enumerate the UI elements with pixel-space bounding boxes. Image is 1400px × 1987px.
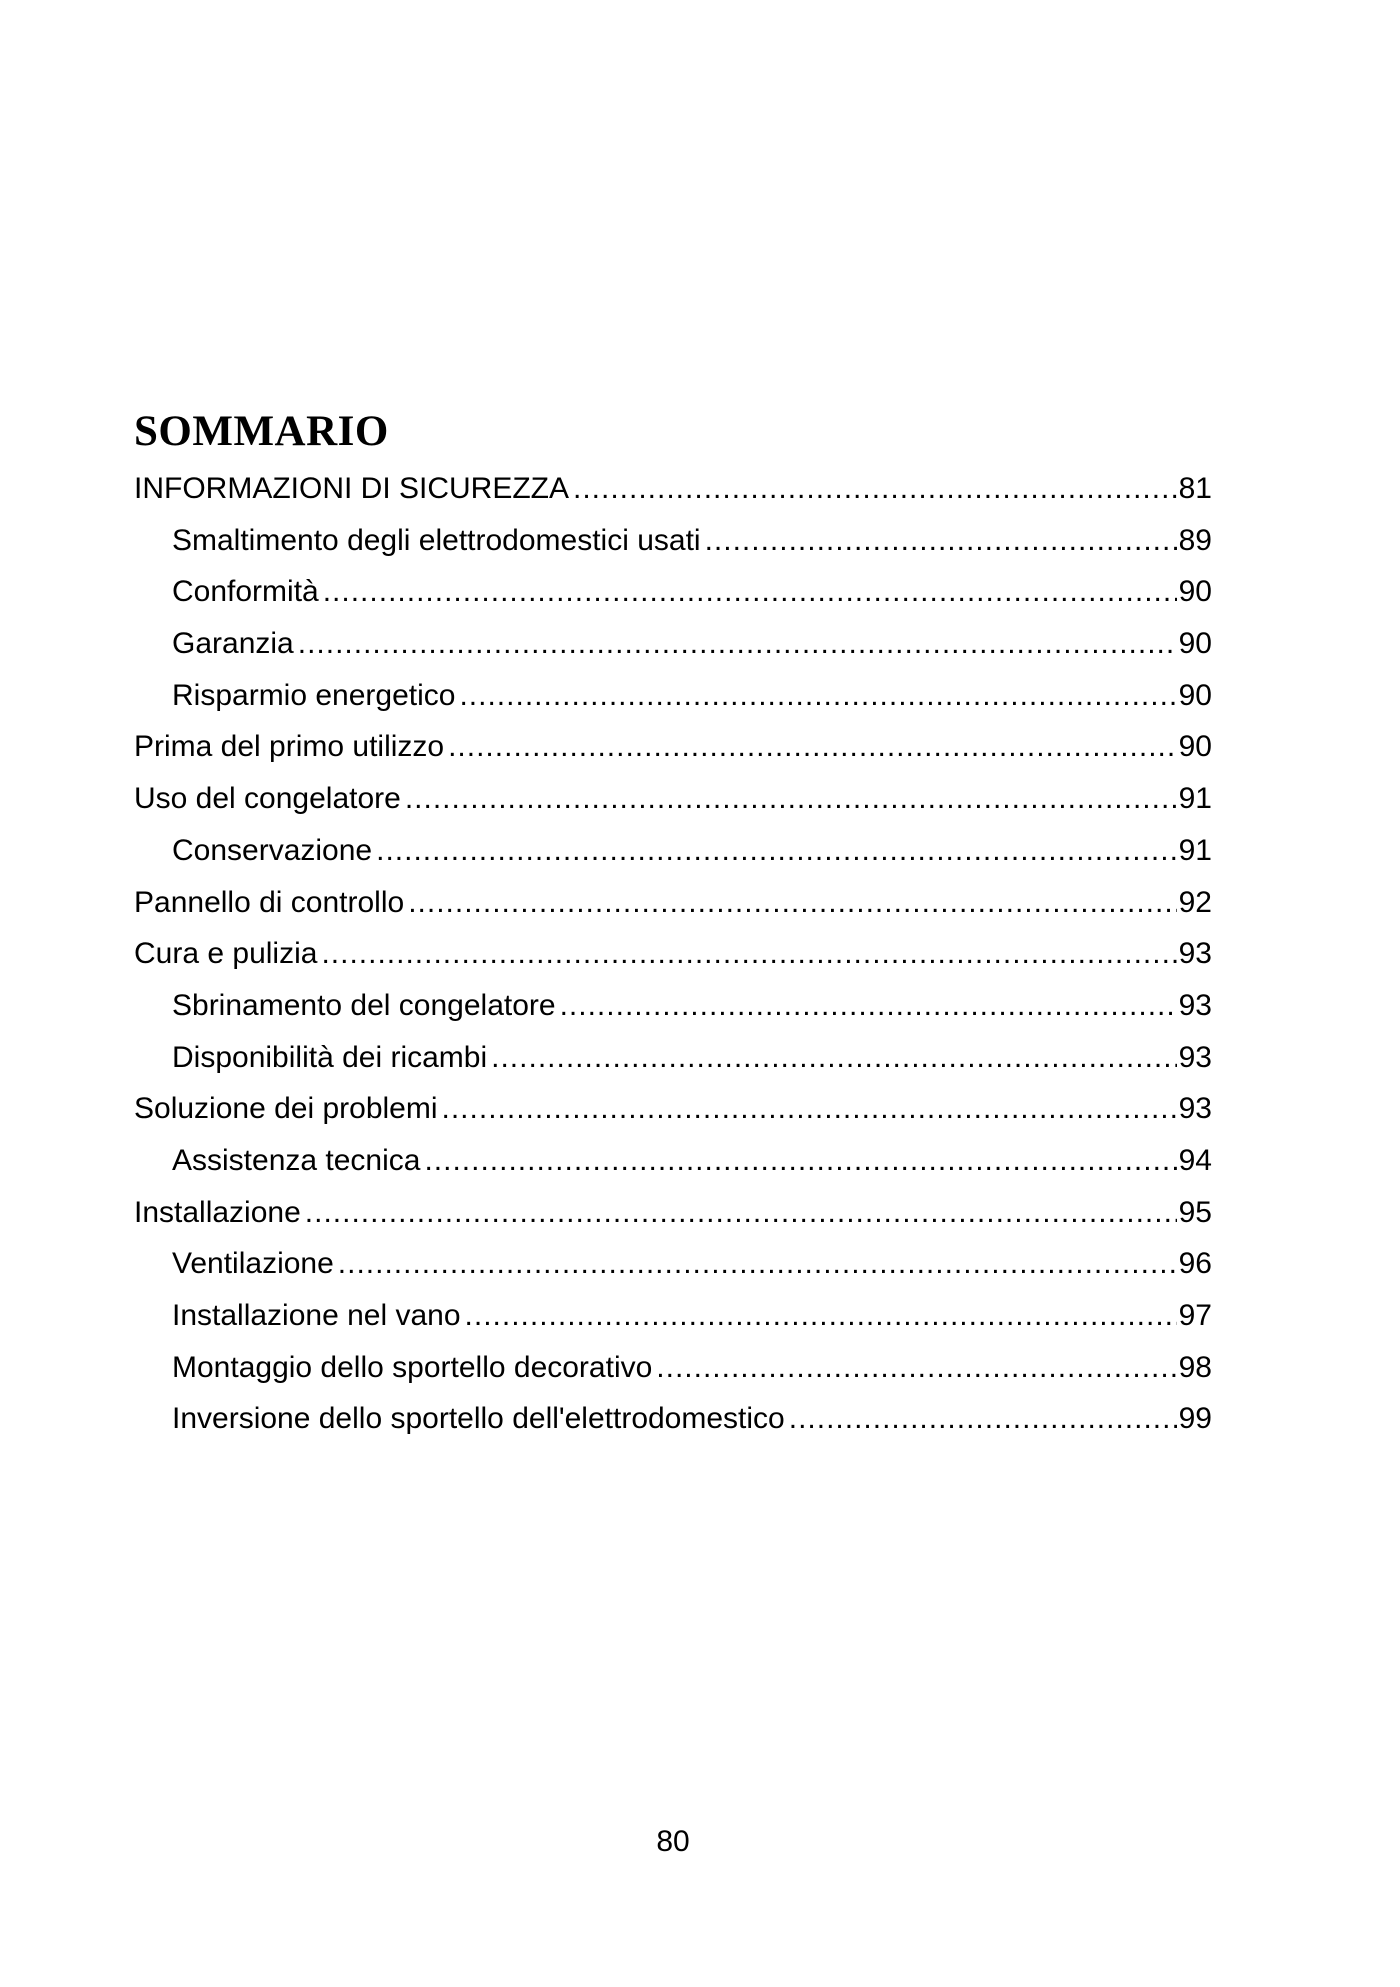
toc-entry-page: 93 <box>1178 1040 1212 1074</box>
toc-entry[interactable] <box>134 618 1212 670</box>
toc-entry-page: 95 <box>1178 1195 1212 1229</box>
dot-leader <box>656 1342 1176 1394</box>
toc-title: SOMMARIO <box>134 408 389 455</box>
toc-entry-page: 93 <box>1178 988 1212 1022</box>
toc-entry-label: Soluzione dei problemi <box>134 1092 438 1126</box>
dot-leader <box>573 463 1177 515</box>
toc-entry-page: 91 <box>1178 782 1212 816</box>
toc-entry-label: Pannello di controllo <box>134 885 405 919</box>
toc-entry-label: Assistenza tecnica <box>172 1143 421 1177</box>
toc-entry-label: Inversione dello sportello dell'elettrodomestico <box>172 1402 785 1436</box>
toc-entry-label: Uso del congelatore <box>134 782 401 816</box>
toc-entry-page: 94 <box>1178 1143 1212 1177</box>
toc-entry-page: 93 <box>1178 937 1212 971</box>
toc-entry-page: 90 <box>1178 627 1212 661</box>
toc-entry-label: Risparmio energetico <box>172 678 456 712</box>
dot-leader <box>491 1032 1176 1084</box>
dot-leader <box>305 1187 1177 1239</box>
toc-entry[interactable] <box>134 1290 1212 1342</box>
toc-entry-page: 81 <box>1178 472 1212 505</box>
dot-leader <box>459 670 1176 722</box>
toc-entry-page: 91 <box>1178 833 1212 867</box>
dot-leader <box>405 773 1177 825</box>
toc-entry[interactable] <box>134 1187 1212 1239</box>
toc-entry[interactable] <box>134 1342 1212 1394</box>
toc-entry[interactable] <box>134 1032 1212 1084</box>
toc-entry-label: Montaggio dello sportello decorativo <box>172 1350 653 1384</box>
toc-entry-label: Disponibilità dei ricambi <box>172 1040 488 1074</box>
dot-leader <box>442 1083 1177 1135</box>
toc-entry-page: 90 <box>1178 575 1212 609</box>
dot-leader <box>789 1393 1177 1445</box>
dot-leader <box>321 928 1176 980</box>
toc-entry[interactable] <box>134 463 1212 515</box>
toc-entry[interactable] <box>134 515 1212 567</box>
toc-entry[interactable] <box>134 1393 1212 1445</box>
dot-leader <box>323 566 1177 618</box>
toc-entry[interactable] <box>134 1238 1212 1290</box>
dot-leader <box>448 721 1177 773</box>
toc-entry-label: Prima del primo utilizzo <box>134 730 445 764</box>
toc-entry-label: Conservazione <box>172 833 373 867</box>
toc-entry-page: 97 <box>1178 1299 1212 1332</box>
page-number: 80 <box>656 1825 690 1858</box>
dot-leader <box>424 1135 1176 1187</box>
toc-entry-label: Smaltimento degli elettrodomestici usati <box>172 523 701 557</box>
toc-entry[interactable] <box>134 980 1212 1032</box>
toc-entry[interactable] <box>134 1135 1212 1187</box>
toc-entry-page: 90 <box>1178 678 1212 712</box>
toc-entry-label: Cura e pulizia <box>134 937 318 971</box>
toc-entry-page: 90 <box>1178 730 1212 764</box>
table-of-contents <box>134 463 1212 1445</box>
dot-leader <box>376 825 1177 877</box>
toc-entry-page: 96 <box>1178 1247 1212 1281</box>
toc-entry[interactable] <box>134 670 1212 722</box>
dot-leader <box>298 618 1177 670</box>
toc-entry-page: 98 <box>1178 1350 1212 1384</box>
toc-entry-page: 99 <box>1178 1402 1212 1436</box>
toc-entry-label: Sbrinamento del congelatore <box>172 988 556 1022</box>
toc-entry[interactable] <box>134 566 1212 618</box>
toc-entry-page: 92 <box>1178 885 1212 919</box>
toc-entry[interactable] <box>134 1083 1212 1135</box>
toc-entry[interactable] <box>134 825 1212 877</box>
toc-entry-label: Installazione <box>134 1195 301 1229</box>
toc-entry-label: Conformità <box>172 575 319 609</box>
dot-leader <box>408 877 1176 929</box>
toc-entry-label: Installazione nel vano <box>172 1299 461 1332</box>
toc-entry[interactable] <box>134 877 1212 929</box>
toc-entry-page: 89 <box>1178 523 1212 557</box>
toc-entry[interactable] <box>134 773 1212 825</box>
toc-entry-label: INFORMAZIONI DI SICUREZZA <box>134 472 569 505</box>
toc-entry[interactable] <box>134 721 1212 773</box>
toc-entry-label: Garanzia <box>172 627 294 661</box>
toc-entry-page: 93 <box>1178 1092 1212 1126</box>
dot-leader <box>705 515 1177 567</box>
dot-leader <box>560 980 1177 1032</box>
toc-entry-label: Ventilazione <box>172 1247 334 1281</box>
dot-leader <box>338 1238 1177 1290</box>
dot-leader <box>465 1290 1177 1342</box>
toc-entry[interactable] <box>134 928 1212 980</box>
